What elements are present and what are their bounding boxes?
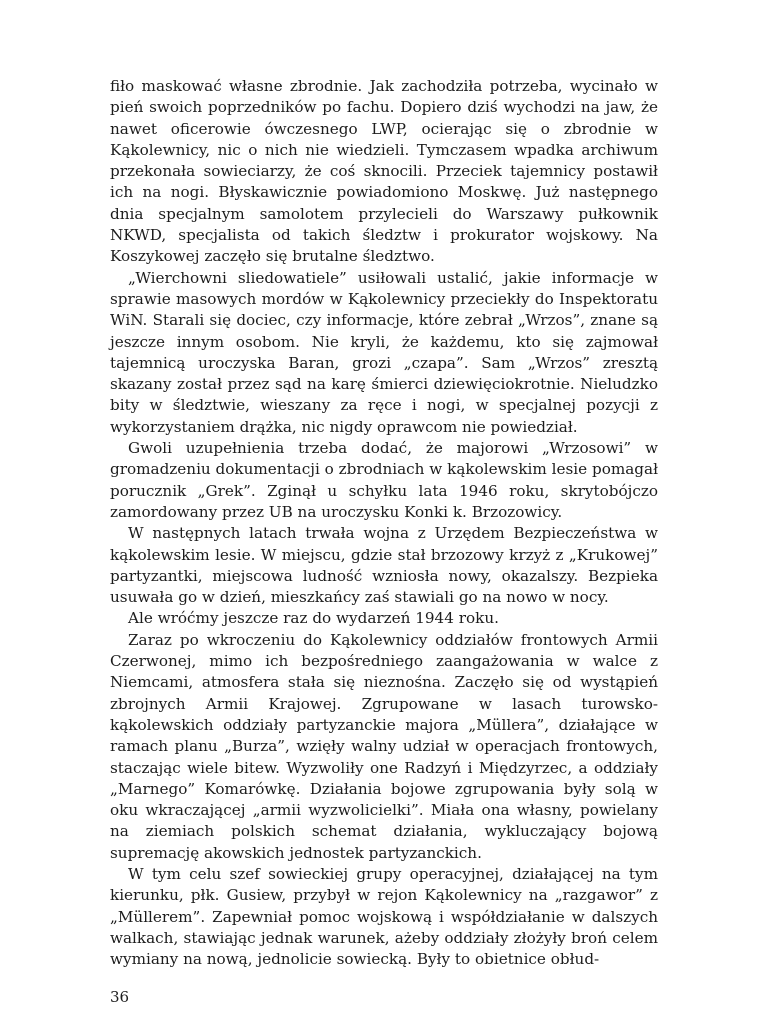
- body-text: [110, 76, 658, 970]
- paragraph: W następnych latach trwała wojna z Urzędem Bezpieczeństwa w kąkolewskim lesie. W miejscu, gdzie stał brzozowy krzyż z „Krukowej” partyzantki, miejscowa ludność wzniosła nowy, okazalszy. Bezpieka usuwała go w dzień, mieszkańcy zaś stawiali go na nowo w nocy.: [110, 524, 658, 607]
- paragraph: Zaraz po wkroczeniu do Kąkolewnicy oddziałów frontowych Armii Czerwonej, mimo ich bezpośredniego zaangażowania w walce z Niemcami, atmosfera stała się nieznośna. Zaczęło się od wystąpień zbrojnych Armii Krajowej. Zgrupowane w lasach turowsko-kąkolewskich oddziały partyzanckie majora „Müllera”, działające w ramach planu „Burza”, wzięły walny udział w operacjach frontowych, staczając wiele bitew. Wyzwoliły one Radzyń i Międzyrzec, a oddziały „Marnego” Komarówkę. Działania bojowe zgrupowania były solą w oku wkraczającej „armii wyzwolicielki”. Miała ona własny, powielany na ziemiach polskich schemat działania, wykluczający bojową supremację akowskich jednostek partyzanckich.: [110, 630, 658, 862]
- page-number: 36: [110, 988, 130, 1006]
- paragraph: Gwoli uzupełnienia trzeba dodać, że majorowi „Wrzosowi” w gromadzeniu dokumentacji o zbrodniach w kąkolewskim lesie pomagał porucznik „Grek”. Zginął u schyłku lata 1946 roku, skrytobójczo zamordowany przez UB na uroczysku Konki k. Brzozowicy.: [110, 439, 658, 521]
- paragraph: „Wierchowni sliedowatiele” usiłowali ustalić, jakie informacje w sprawie masowych mordów w Kąkolewnicy przeciekły do Inspektoratu WiN. Starali się dociec, czy informacje, które zebrał „Wrzos”, znane są jeszcze innym osobom. Nie kryli, że każdemu, kto się zajmował tajemnicą uroczyska Baran, grozi „czapa”. Sam „Wrzos” zresztą skazany został przez sąd na karę śmierci dziewięciokrotnie. Nieludzko bity w śledztwie, wieszany za ręce i nogi, w specjalnej pozycji z wykorzystaniem drążka, nic nigdy oprawcom nie powiedział.: [110, 268, 658, 436]
- paragraph: W tym celu szef sowieckiej grupy operacyjnej, działającej na tym kierunku, płk. Gusiew, przybył w rejon Kąkolewnicy na „razgawor” z „Müllerem”. Zapewniał pomoc wojskową i współdziałanie w dalszych walkach, stawiając jednak warunek, ażeby oddziały złożyły broń celem wymiany na nową, jednolicie sowiecką. Były to obietnice obłud-: [110, 864, 658, 969]
- paragraph: Ale wróćmy jeszcze raz do wydarzeń 1944 roku.: [128, 609, 499, 628]
- paragraph: fiło maskować własne zbrodnie. Jak zachodziła potrzeba, wycinało w pień swoich poprzedników po fachu. Dopiero dziś wychodzi na jaw, że nawet oficerowie ówczesnego LWP, ocierając się o zbrodnie w Kąkolewnicy, nic o nich nie wiedzieli. Tymczasem wpadka archiwum przekonała sowieciarzy, że coś sknocili. Przeciek tajemnicy postawił ich na nogi. Błyskawicznie powiadomiono Moskwę. Już następnego dnia specjalnym samolotem przylecieli do Warszawy pułkownik NKWD, specjalista od takich śledztw i prokurator wojskowy. Na Koszykowej zaczęło się brutalne śledztwo.: [110, 77, 658, 266]
